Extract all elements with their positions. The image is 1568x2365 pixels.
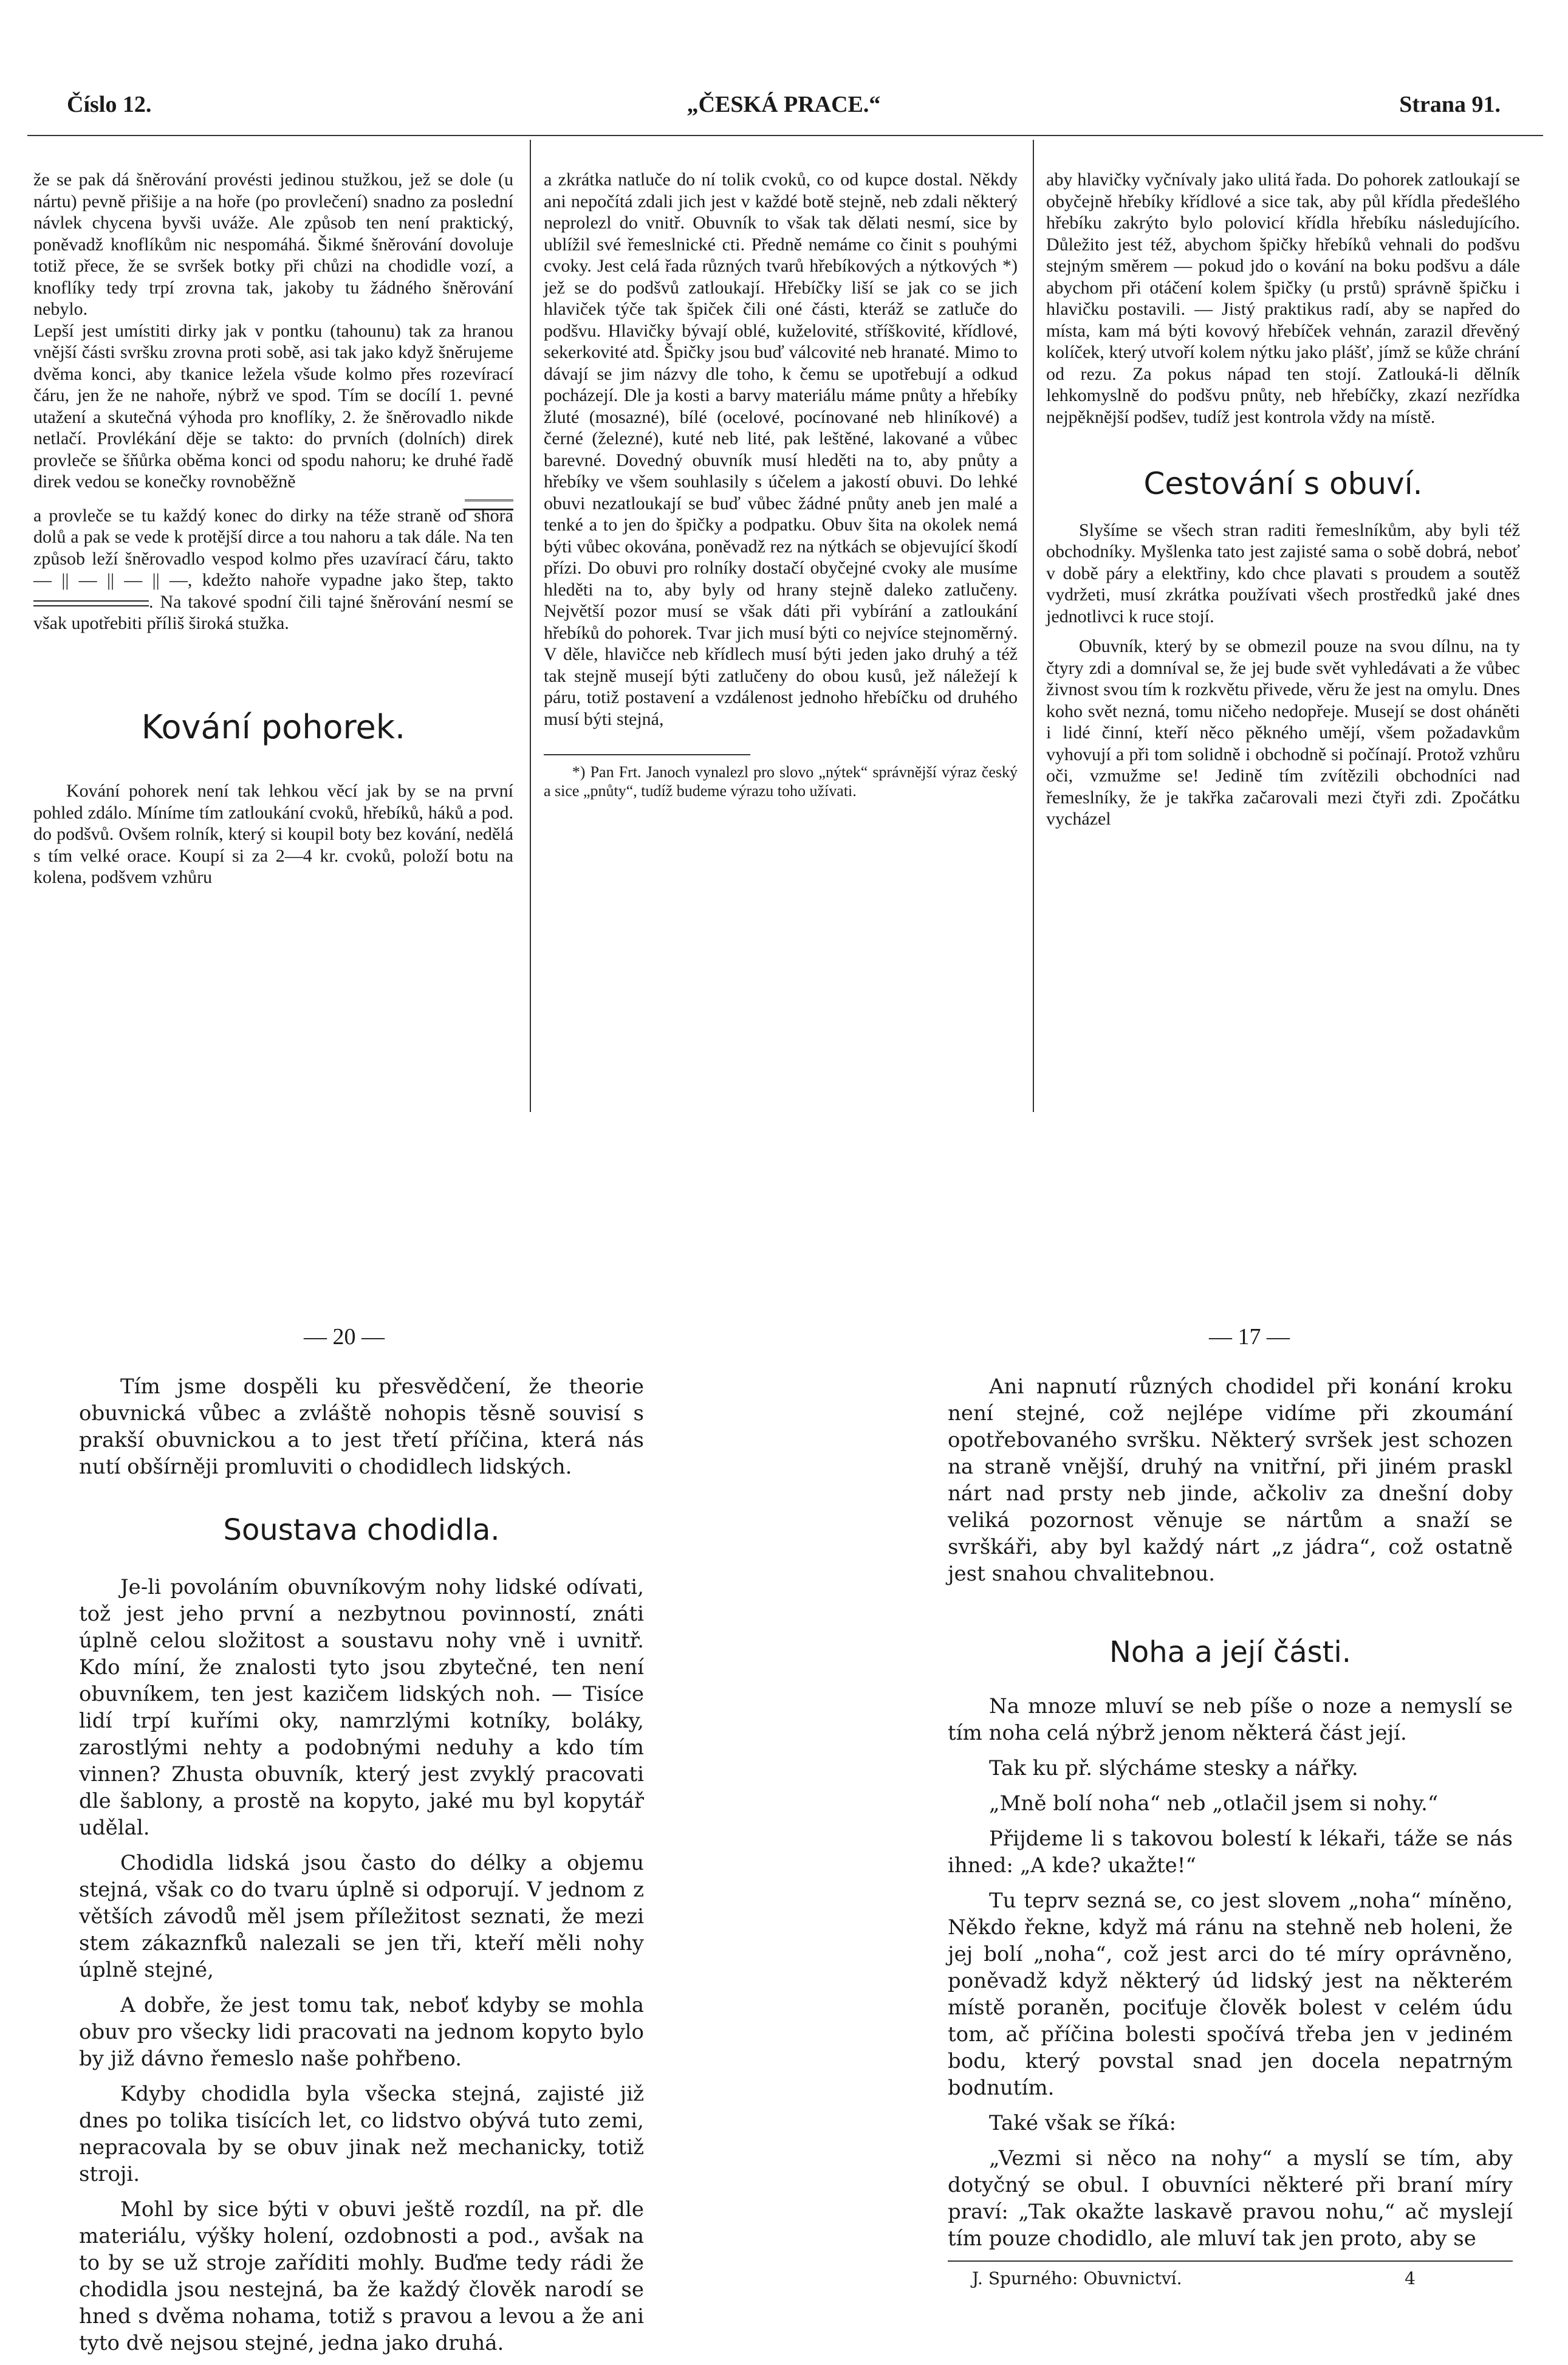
- newspaper-title: „ČESKÁ PRACE.“: [686, 92, 881, 117]
- column-divider: [1033, 140, 1034, 1112]
- col1-paragraph: a provleče se tu každý konec do dirky na téže straně od shora dolů a pak se vede k protější dirce a tou nahoru a tak dále. Na ten způsob leží šněrovadlo vespod kolmo přes uzavírací čáru, takto — || — || — || —, kdežto nahoře vypadne jako štep, takto . Na takové spodní čili tajné šněrování nesmí se však upotřebiti příliš široká stužka.: [33, 505, 513, 633]
- lower-left-page: [79, 1373, 644, 2365]
- lower-paragraph: Tu teprv sezná se, co jest slovem „noha“ míněno, Někdo řekne, když má ránu na stehně neb holeni, že jej bolí „noha“, což jest arci do té míry oprávněno, poněvadž když některý úd lidský jest na některém místě poraněn, pociťuje člověk bolest v celém údu tom, ač příčina bolesti spočívá třeba jen v jediném bodu, který povstal snad jen docela nepatrným bodnutím.: [948, 1889, 1513, 2100]
- lower-paragraph: Také však se říká:: [989, 2111, 1177, 2135]
- footer-source: J. Spurného: Obuvnictví.: [972, 2268, 1182, 2288]
- footnote-rule: [544, 754, 750, 755]
- zigzag-figure: [33, 600, 149, 606]
- footnote: *) Pan Frt. Janoch vynalezl pro slovo „nýtek“ správnější výraz český a sice „pnůty“, tudíž budeme výrazu toho užívati.: [544, 763, 1018, 800]
- col3-paragraph: Obuvník, který by se obmezil pouze na svou dílnu, na ty čtyry zdi a domníval se, že jej bude svět vyhledávati a že vůbec živnost svou tím k rozkvětu přivede, věru že jest na omylu. Dnes koho svět nezná, tomu ničeho nedopřeje. Musejí se dost oháněti i lidé činní, kteří něco pěkného umějí, všem požadavkům vyhovují a při tom solidně i obchodně si počínají. Protož vzhůru oči, vzmužme se! Jedině tím zvítězili obchodníci nad řemeslníky, že je takřka začarovali mezi čtyři zdi. Zpočátku vycházel: [1046, 636, 1520, 829]
- column-divider: [530, 140, 531, 1112]
- section-heading: Kování pohorek.: [141, 707, 406, 746]
- lower-paragraph: Přijdeme li s takovou bolestí k lékaři, táže se nás ihned: „A kde? ukažte!“: [948, 1827, 1513, 1878]
- lower-paragraph: „Mně bolí noha“ neb „otlačil jsem si nohy.“: [989, 1791, 1439, 1816]
- section-heading: Noha a její části.: [1109, 1635, 1352, 1669]
- double-rule-figure: [33, 493, 513, 505]
- col1-paragraph: Lepší jest umístiti dirky jak v pontku (tahounu) tak za hranou vnější části svršku zrovna proti sobě, asi tak jako když šněrujeme dvěma konci, aby tkanice ležela všude kolmo přes rozevírací čáru, jen že ne nahoře, nýbrž ve spod. Tím se docílí 1. pevné utažení a skutečná výhoda pro knoflíky, 2. že šněrovadlo nikde netlačí. Provlékání děje se takto: do prvních (dolních) direk provleče se šňůrka oběma konci od spodu nahoru; ke druhé řadě direk vedou se konečky rovnoběžně: [33, 320, 513, 492]
- col1-paragraph: Kování pohorek není tak lehkou věcí jak by se na první pohled zdálo. Míníme tím zatloukání cvoků, hřebíků, háků a pod. do podšvů. Ovšem rolník, který si koupil boty bez kování, nedělá s tím velké orace. Koupí si za 2—4 kr. cvoků, položí botu na kolena, podšvem vzhůru: [33, 781, 513, 887]
- col3-paragraph: aby hlavičky vyčnívaly jako ulitá řada. Do pohorek zatloukají se obyčejně hřebíky křídlové a sice tak, aby půl křídla předešlého hřebíku zakrýto bylo polovicí křídla hřebíku následujícího. Důležito jest též, abychom špičky hřebíků vehnali do podšvu stejným směrem — pokud jdo o kování na boku podšvu a dále abychom při otáčení kolem špičky (u prstů) správně špičku i hlavičku postavili. — Jistý praktikus radí, aby se napřed do místa, kam má býti kovový hřebíček vehnán, zarazil dřevěný kolíček, který utvoří kolem nýtku jako plášť, jímž se kůže chrání od rezu. Za pokus nápad ten stojí. Zatlouká-li dělník lehkomyslně do podšvu pnůty, neb hřebíčky, zkazí nezřídka nejpěknější podšev, tudíž jest kontrola vždy na místě.: [1046, 170, 1520, 427]
- lower-paragraph: Tak ku př. slýcháme stesky a nářky.: [989, 1756, 1358, 1780]
- section-heading: Cestování s obuví.: [1143, 466, 1423, 501]
- col1-paragraph: že se pak dá šněrování provésti jedinou stužkou, jež se dole (u nártu) pevně přišije a na hoře (po provlečení) snadno za poslední návlek chycena byvši uváže. Ale způsob ten není praktický, poněvadž knoflíkům nic nespomáhá. Šikmé šněrování dovoluje totiž přece, že se svršek botky při chůzi na chodidle vozí, a knoflíky tedy trpí zrovna tak, jakoby tu žádného šněrování nebylo.: [33, 170, 513, 319]
- page-footer: [948, 2265, 1513, 2292]
- lower-paragraph: Tím jsme dospěli ku přesvědčení, že theorie obuvnická vůbec a zvláště nohopis těsně souvisí s prakší obuvnickou a to jest třetí příčina, která nás nutí obšírněji promluviti o chodidlech lidských.: [79, 1375, 644, 1479]
- lower-right-page: [948, 1373, 1513, 2292]
- column-2: [544, 169, 1018, 800]
- page-number: — 17 —: [1209, 1324, 1290, 1350]
- lower-paragraph: Na mnoze mluví se neb píše o noze a nemyslí se tím noha celá nýbrž jenom některá část její.: [948, 1694, 1513, 1745]
- lower-paragraph: Kdyby chodidla byla všecka stejná, zajisté již dnes po tolika tisících let, co lidstvo obývá tuto zemi, nepracovala by se obuv jinak než mechanicky, totiž stroji.: [79, 2082, 644, 2186]
- lower-paragraph: Chodidla lidská jsou často do délky a objemu stejná, však co do tvaru úplně si odporují. V jednom z větších závodů měl jsem příležitost seznati, že mezi stem zákaznfků nalezali se jen tři, kteří měli nohy úplně stejné,: [79, 1851, 644, 1982]
- lower-paragraph: „Vezmi si něco na nohy“ a myslí se tím, aby dotyčný se obul. I obuvníci některé při braní míry praví: „Tak okažte laskavě pravou nohu,“ ač myslejí tím pouze chodidlo, ale mluví tak jen proto, aby se: [948, 2146, 1513, 2251]
- lower-paragraph: A dobře, že jest tomu tak, neboť kdyby se mohla obuv pro všecky lidi pracovati na jednom kopyto bylo by již dávno řemeslo naše pohřbeno.: [79, 1993, 644, 2071]
- page-label: Strana 91.: [1399, 92, 1501, 117]
- column-1: [33, 169, 513, 888]
- footer-rule: [948, 2260, 1513, 2262]
- col3-paragraph: Slyšíme se všech stran raditi řemeslníkům, aby byli též obchodníky. Myšlenka tato jest zajisté sama o sobě dobrá, neboť v době páry a elektřiny, kdo chce plavati s proudem a soutěž vydržeti, musí zkrátka používati všech prostředků jaké dnes jednotlivci k ruce stojí.: [1046, 520, 1520, 626]
- lower-paragraph: Ani napnutí různých chodidel při konání kroku není stejné, což nejlépe vidíme při zkoumání opotřebovaného svršku. Některý svršek jest schozen na straně vnější, druhý na vnitřní, při jiném praskl nárt nad prsty neb jinde, ačkoliv za dnešní doby veliká pozornost věnuje se nártům a snaží se svrškáři, aby byl každý nárt „z jádra“, což ostatně jest snahou chvalitebnou.: [948, 1375, 1513, 1586]
- section-heading: Soustava chodidla.: [223, 1513, 500, 1547]
- lower-paragraph: Je-li povoláním obuvníkovým nohy lidské odívati, tož jest jeho první a nezbytnou povinností, znáti úplně celou složitost a soustavu nohy vně i uvnitř. Kdo míní, že znalosti tyto jsou zbytečné, ten není obuvníkem, ten jest kazičem lidských noh. — Tisíce lidí trpí kuřími oky, namrzlými kotníky, boláky, zarostlými nehty a podobnými neduhy a kdo tím vinnen? Zhusta obuvník, který jest zvyklý pracovati dle šablony, a prostě na kopyto, jaké mu byl kopytář udělal.: [79, 1575, 644, 1840]
- header-rule: [27, 135, 1543, 136]
- lower-paragraph: Mohl by sice býti v obuvi ještě rozdíl, na př. dle materiálu, výšky holení, ozdobnosti a pod., avšak na to by se už stroje zaříditi mohly. Buďme tedy rádi že chodidla jsou nestejná, ba že každý člověk narodí se hned s dvěma nohama, totiž s pravou a levou a že ani tyto dvě nejsou stejné, jedna jako druhá.: [79, 2197, 644, 2355]
- page-header: [67, 91, 1501, 128]
- page-number: — 20 —: [304, 1324, 385, 1350]
- footer-page-number: 4: [1405, 2268, 1416, 2288]
- column-3: [1046, 169, 1520, 830]
- issue-number: Číslo 12.: [67, 92, 152, 117]
- col2-paragraph: a zkrátka natluče do ní tolik cvoků, co od kupce dostal. Někdy ani nepočítá zdali jich jest v každé botě stejně, neb zdali některý neprolezl do vnitř. Obuvník to však tak dělati nesmí, sice by ublížil své řemeslnické cti. Předně nemáme co činit s pouhými cvoky. Jest celá řada různých tvarů hřebíkových a nýtkových *) jež se do podšvů zatloukají. Hřebíčky liší se jak co se jich hlaviček týče tak špiček čili oné části, kteráž se zatluče do podšvu. Hlavičky bývají oblé, kuželovité, stříškovité, křídlové, sekerkovité atd. Špičky jsou buď válcovité neb hranaté. Mimo to dávají se jim názvy dle toho, k čemu se upotřebují a odkud pocházejí. Dle ja kosti a barvy materiálu máme pnůty a hřebíky žluté (mosazné), bílé (ocelové, pocínované neb hliníkové) a černé (železné), kuté neb lité, pak leštěné, lakované a vůbec barevné. Dovedný obuvník musí hleděti na to, aby pnůty a hřebíky ve všem souhlasily s účelem a jakostí obuvi. Do lehké obuvi nezatloukají se buď vůbec žádné pnůty aneb jen malé a tenké a to jen do špičky a podpatku. Obuv šita na okolek nemá býti vůbec okována, poněvadž rez na nýtkách se objevující škodí přízi. Do obuvi pro rolníky dostačí obyčejné cvoky ale musíme hleděti na to, aby byly od hrany stejně daleko zatlučeny. Největší pozor musí se však dáti při vybírání a zatloukání hřebíků do pohorek. Tvar jich musí býti co nejvíce stejnoměrný. V děle, hlavičce neb křídlech musí býti jeden jako druhý a též tak stejně musejí býti zatlučeny do obou kusů, jež náležejí k páru, totiž postavení a vzdálenost jednoho hřebíčku od druhého musí býti stejná,: [544, 170, 1018, 729]
